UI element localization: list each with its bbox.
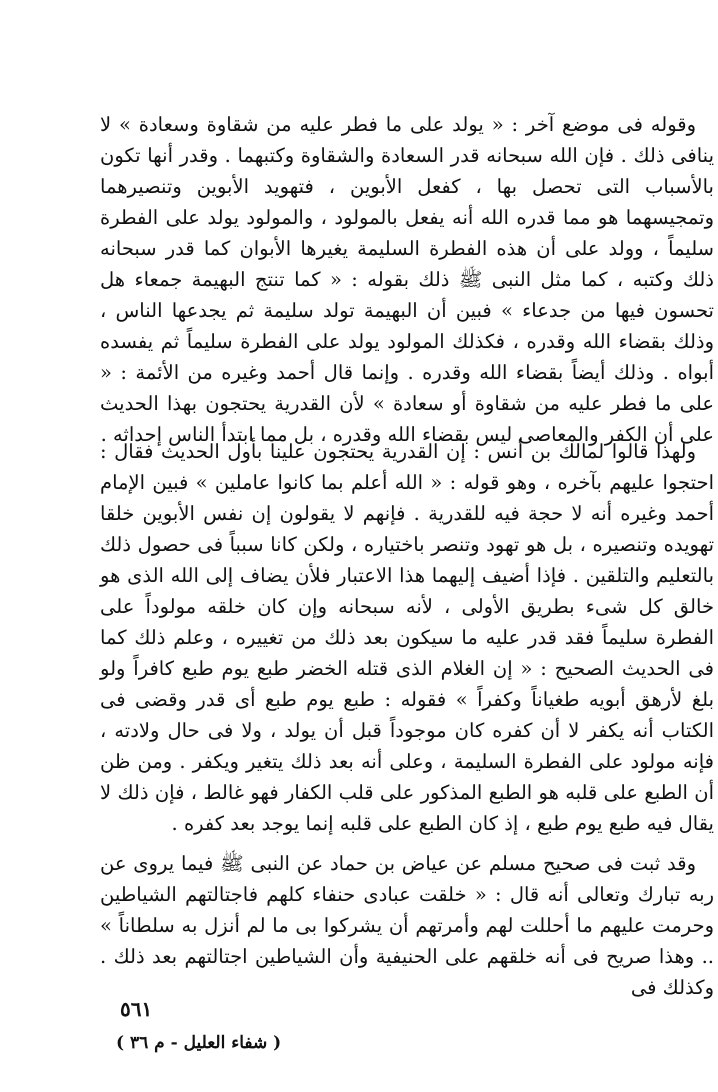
footer-signature: ( شفاء العليل - م ٣٦ ) (116, 1033, 282, 1053)
paragraph-1: وقوله فى موضع آخر : « يولد على ما فطر عليه من شقاوة وسعادة » لا ينافى ذلك . فإن الله سبحانه قدر السعادة والشقاوة وكتبهما . وقدر أنها تكون بالأسباب التى تحصل بها ، كفعل الأبوين ، فتهويد الأبوين وتنصيرهما وتمجيسهما هو مما قدره الله أنه يفعل بالمولود ، والمولود يولد على الفطرة سليماً ، وولد على أن هذه الفطرة السليمة يغيرها الأبوان كما قدر سبحانه ذلك وكتبه ، كما مثل النبى ﷺ ذلك بقوله : « كما تنتج البهيمة جمعاء هل تحسون فيها من جدعاء » فبين أن البهيمة تولد سليمة ثم يجدعها الناس ، وذلك بقضاء الله وقدره ، فكذلك المولود يولد على الفطرة سليماً ثم يفسده أبواه . وذلك أيضاً بقضاء الله وقدره . وإنما قال أحمد وغيره من الأئمة : « على ما فطر عليه من شقاوة أو سعادة » لأن القدرية يحتجون بهذا الحديث على أن الكفر والمعاصى ليس بقضاء الله وقدره ، بل مما ابتدأ الناس إحداثه . (100, 113, 714, 446)
page-number: ٥٦١ (120, 997, 153, 1021)
paragraph-2: ولهذا قالوا لمالك بن أنس : إن القدرية يحتجون علينا بأول الحديث فقال : احتجوا عليهم بآخره ، وهو قوله : « الله أعلم بما كانوا عاملين » فبين الإمام أحمد وغيره أنه لا حجة فيه للقدرية . فإنهم لا يقولون إن نفس الأبوين خلقا تهويده وتنصيره ، بل هو تهود وتنصر باختياره ، ولكن كانا سبباً فى حصول ذلك بالتعليم والتلقين . فإذا أضيف إليهما هذا الاعتبار فلأن يضاف إلى الله الذى هو خالق كل شىء بطريق الأولى ، لأنه سبحانه وإن كان خلقه مولوداً على الفطرة سليماً فقد قدر عليه ما سيكون بعد ذلك من تغييره ، وعلم ذلك كما فى الحديث الصحيح : « إن الغلام الذى قتله الخضر طبع يوم طبع كافراً ولو بلغ لأرهق أبويه طغياناً وكفراً » فقوله : طبع يوم طبع أى قدر وقضى فى الكتاب أنه يكفر لا أن كفره كان موجوداً قبل أن يولد ، ولا فى حال ولادته ، فإنه مولود على الفطرة السليمة ، وعلى أنه بعد ذلك يتغير ويكفر . ومن ظن أن الطبع على قلبه هو الطبع المذكور على قلب الكفار فهو غالط ، فإن ذلك لا يقال فيه طبع يوم طبع ، إذ كان الطبع على قلبه إنما يوجد بعد كفره . (100, 440, 714, 835)
paragraph-3: وقد ثبت فى صحيح مسلم عن عياض بن حماد عن النبى ﷺ فيما يروى عن ربه تبارك وتعالى أنه قال : « خلقت عبادى حنفاء كلهم فاجتالتهم الشياطين وحرمت عليهم ما أحللت لهم وأمرتهم أن يشركوا بى ما لم أنزل به سلطاناً » .. وهذا صريح فى أنه خلقهم على الحنيفية وأن الشياطين اجتالتهم بعد ذلك . وكذلك فى (100, 852, 714, 999)
